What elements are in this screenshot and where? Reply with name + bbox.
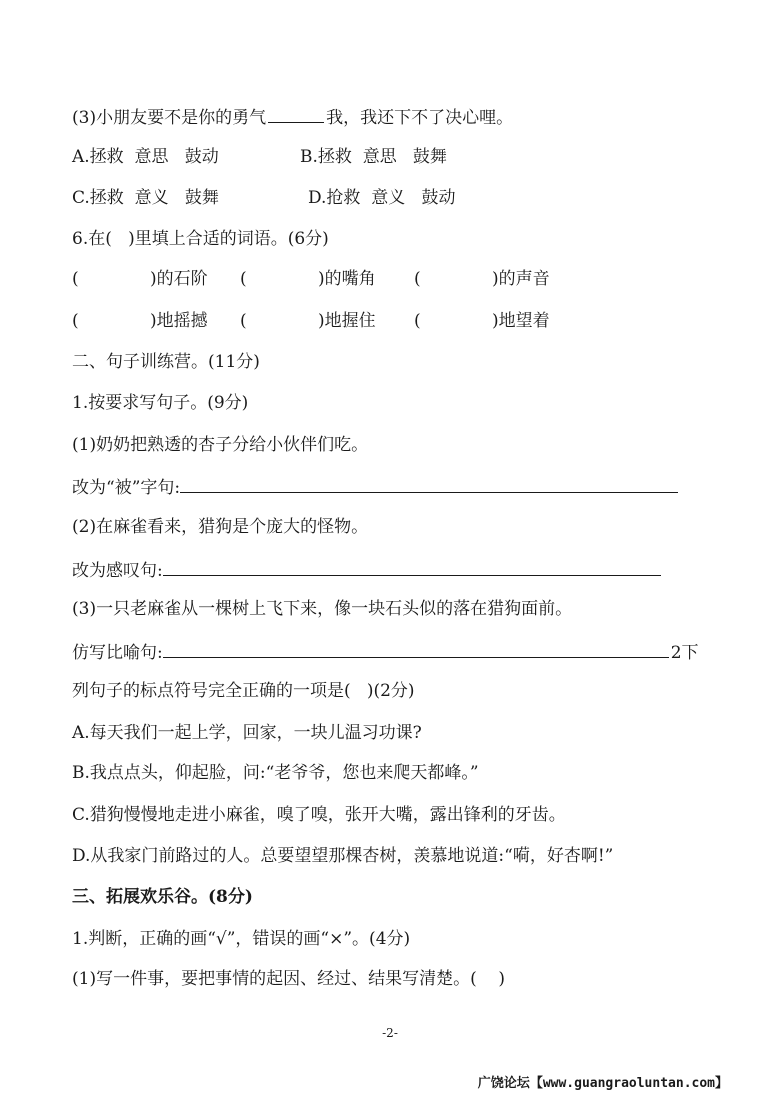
question-2-stem: 列句子的标点符号完全正确的一项是( )(2分) bbox=[72, 681, 415, 701]
section-2-title: 二、句子训练营。(11分) bbox=[72, 352, 260, 372]
paren-open: ( bbox=[414, 311, 421, 331]
paren-open: ( bbox=[240, 311, 247, 331]
phrase: )的石阶 bbox=[150, 269, 208, 289]
answer-line[interactable] bbox=[163, 558, 661, 576]
option-d: D.抢救 意义 鼓动 bbox=[308, 188, 456, 208]
phrase: )地望着 bbox=[492, 311, 550, 331]
sentence-3: (3)一只老麻雀从一棵树上飞下来，像一块石头似的落在猎狗面前。 bbox=[72, 599, 573, 619]
paren-open: ( bbox=[72, 311, 79, 331]
option-a: A.拯救 意思 鼓动 bbox=[72, 147, 219, 167]
section-3-q1-title: 1.判断，正确的画“√”，错误的画“×”。(4分) bbox=[72, 929, 411, 949]
rewrite-prompt: 仿写比喻句: bbox=[72, 643, 163, 663]
sentence-2-rewrite bbox=[72, 558, 661, 582]
question-5-3-stem bbox=[72, 106, 513, 129]
question-2-option-b: B.我点点头，仰起脸，问:“老爷爷，您也来爬天都峰。” bbox=[72, 763, 479, 783]
rewrite-prompt: 改为“被”字句: bbox=[72, 478, 181, 498]
stem-part-a: (3)小朋友要不是你的勇气 bbox=[72, 108, 267, 128]
answer-line[interactable] bbox=[163, 640, 669, 658]
sentence-1: (1)奶奶把熟透的杏子分给小伙伴们吃。 bbox=[72, 435, 369, 455]
sentence-1-rewrite bbox=[72, 475, 678, 499]
sentence-2: (2)在麻雀看来，猎狗是个庞大的怪物。 bbox=[72, 517, 369, 537]
rewrite-prompt: 改为感叹句: bbox=[72, 561, 163, 581]
question-2-option-c: C.猎狗慢慢地走进小麻雀，嗅了嗅，张开大嘴，露出锋利的牙齿。 bbox=[72, 805, 566, 825]
paren-open: ( bbox=[414, 269, 421, 289]
question-2-start: 2下 bbox=[670, 643, 699, 663]
section-3-title: 三、拓展欢乐谷。(8分) bbox=[72, 887, 253, 907]
sentence-3-rewrite bbox=[72, 640, 699, 664]
footer-site-name: 广饶论坛 bbox=[477, 1076, 530, 1091]
paren-open: ( bbox=[72, 269, 79, 289]
phrase: )地摇撼 bbox=[150, 311, 208, 331]
stem-part-b: 我，我还下不了决心哩。 bbox=[326, 108, 514, 128]
question-2-option-d: D.从我家门前路过的人。总要望望那棵杏树，羡慕地说道:“嗬，好杏啊!” bbox=[72, 846, 614, 866]
question-6-title: 6.在( )里填上合适的词语。(6分) bbox=[72, 229, 329, 249]
phrase: )的嘴角 bbox=[318, 269, 376, 289]
option-b: B.拯救 意思 鼓舞 bbox=[300, 147, 447, 167]
option-c: C.拯救 意义 鼓舞 bbox=[72, 188, 219, 208]
footer-url: 【www.guangraoluntan.com】 bbox=[529, 1076, 728, 1091]
paren-open: ( bbox=[240, 269, 247, 289]
footer-watermark bbox=[478, 1072, 728, 1091]
answer-blank[interactable] bbox=[268, 106, 324, 123]
answer-line[interactable] bbox=[180, 475, 678, 493]
question-2-option-a: A.每天我们一起上学，回家，一块儿温习功课? bbox=[72, 723, 422, 743]
phrase: )的声音 bbox=[492, 269, 550, 289]
section-2-q1-title: 1.按要求写句子。(9分) bbox=[72, 393, 249, 413]
section-3-item-1: (1)写一件事，要把事情的起因、经过、结果写清楚。( ) bbox=[72, 969, 505, 989]
page-number: -2- bbox=[382, 1026, 398, 1040]
phrase: )地握住 bbox=[318, 311, 376, 331]
